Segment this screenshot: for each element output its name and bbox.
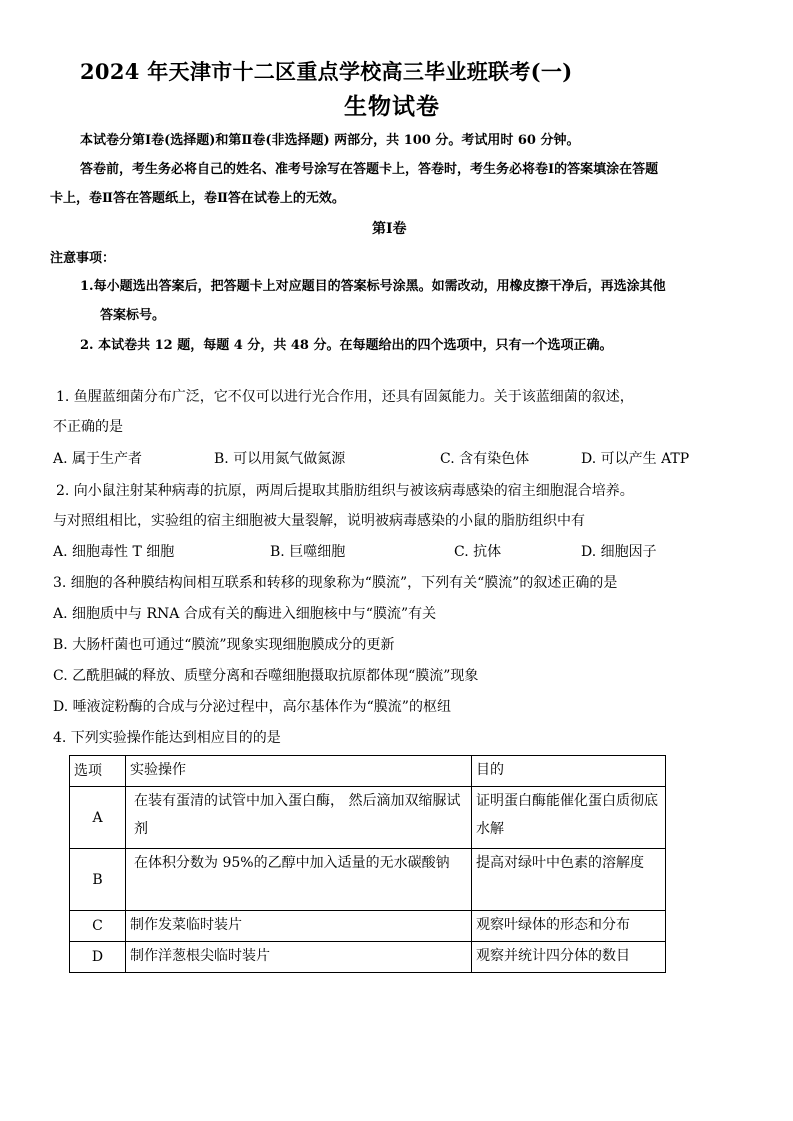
note-2: 2. 本试卷共 12 题，每题 4 分，共 48 分。在每题给出的四个选项中，只有一个选项正确。 bbox=[80, 338, 613, 353]
table-row bbox=[70, 942, 666, 973]
row-b-label: B bbox=[70, 849, 126, 911]
row-d-label: D bbox=[70, 942, 126, 973]
section-heading: 第Ⅰ卷 bbox=[372, 221, 407, 237]
question-2-option-a: A. 细胞毒性 T 细胞 bbox=[53, 544, 175, 560]
header-operation: 实验操作 bbox=[126, 756, 472, 787]
row-d-purpose: 观察并统计四分体的数目 bbox=[472, 942, 666, 973]
exam-title: 2024 年天津市十二区重点学校高三毕业班联考(一) bbox=[80, 59, 573, 84]
question-1-option-a: A. 属于生产者 bbox=[53, 451, 143, 467]
intro-line-2: 答卷前，考生务必将自己的姓名、准考号涂写在答题卡上，答卷时，考生务必将卷Ⅰ的答案填涂在答题 bbox=[80, 162, 659, 177]
table-row bbox=[70, 849, 666, 911]
row-c-label: C bbox=[70, 911, 126, 942]
row-b-purpose: 提高对绿叶中色素的溶解度 bbox=[476, 855, 644, 871]
question-1-stem-line-1: 1. 鱼腥蓝细菌分布广泛，它不仅可以进行光合作用，还具有固氮能力。关于该蓝细菌的叙述， bbox=[56, 389, 634, 405]
notes-label: 注意事项： bbox=[50, 251, 116, 266]
intro-line-1: 本试卷分第Ⅰ卷(选择题)和第Ⅱ卷(非选择题) 两部分，共 100 分。考试用时 60 分钟。 bbox=[80, 133, 580, 148]
row-a-purpose: 证明蛋白酶能催化蛋白质彻底水解 bbox=[476, 793, 658, 837]
row-b-operation: 在体积分数为 95%的乙醇中加入适量的无水碳酸钠 bbox=[134, 855, 450, 871]
question-3-option-a: A. 细胞质中与 RNA 合成有关的酶进入细胞核中与“膜流”有关 bbox=[53, 606, 437, 622]
question-3-option-c: C. 乙酰胆碱的释放、质壁分离和吞噬细胞摄取抗原都体现“膜流”现象 bbox=[53, 668, 479, 684]
row-c-operation: 制作发菜临时装片 bbox=[126, 911, 472, 942]
question-2-option-b: B. 巨噬细胞 bbox=[270, 544, 346, 560]
question-1-option-d: D. 可以产生 ATP bbox=[581, 451, 690, 467]
note-1-line-2: 答案标号。 bbox=[100, 308, 166, 323]
question-4-stem: 4. 下列实验操作能达到相应目的的是 bbox=[53, 730, 281, 746]
row-a-operation: 在装有蛋清的试管中加入蛋白酶， 然后滴加双缩脲试剂 bbox=[134, 793, 461, 837]
question-2-option-c: C. 抗体 bbox=[454, 544, 502, 560]
header-purpose: 目的 bbox=[472, 756, 666, 787]
question-1-option-b: B. 可以用氮气做氮源 bbox=[214, 451, 346, 467]
note-1-line-1: 1.每小题选出答案后，把答题卡上对应题目的答案标号涂黑。如需改动，用橡皮擦干净后，再选涂其他 bbox=[80, 279, 666, 294]
row-c-purpose: 观察叶绿体的形态和分布 bbox=[472, 911, 666, 942]
row-d-operation: 制作洋葱根尖临时装片 bbox=[126, 942, 472, 973]
experiment-table bbox=[69, 755, 666, 973]
table-header-row bbox=[70, 756, 666, 787]
question-3-stem: 3. 细胞的各种膜结构间相互联系和转移的现象称为“膜流”，下列有关“膜流”的叙述正确的是 bbox=[53, 575, 618, 591]
question-3-option-b: B. 大肠杆菌也可通过“膜流”现象实现细胞膜成分的更新 bbox=[53, 637, 395, 653]
row-a-label: A bbox=[70, 787, 126, 849]
question-2-stem-line-1: 2. 向小鼠注射某种病毒的抗原，两周后提取其脂肪组织与被该病毒感染的宿主细胞混合培养。 bbox=[56, 483, 634, 499]
question-2-stem-line-2: 与对照组相比，实验组的宿主细胞被大量裂解，说明被病毒感染的小鼠的脂肪组织中有 bbox=[53, 513, 585, 529]
question-2-option-d: D. 细胞因子 bbox=[581, 544, 657, 560]
header-option: 选项 bbox=[70, 756, 126, 787]
table-row bbox=[70, 911, 666, 942]
question-3-option-d: D. 唾液淀粉酶的合成与分泌过程中，高尔基体作为“膜流”的枢纽 bbox=[53, 699, 451, 715]
subject-title: 生物试卷 bbox=[344, 93, 440, 120]
question-1-option-c: C. 含有染色体 bbox=[440, 451, 530, 467]
question-1-stem-line-2: 不正确的是 bbox=[53, 419, 123, 435]
intro-line-3: 卡上，卷Ⅱ答在答题纸上，卷Ⅱ答在试卷上的无效。 bbox=[50, 191, 345, 206]
table-row bbox=[70, 787, 666, 849]
